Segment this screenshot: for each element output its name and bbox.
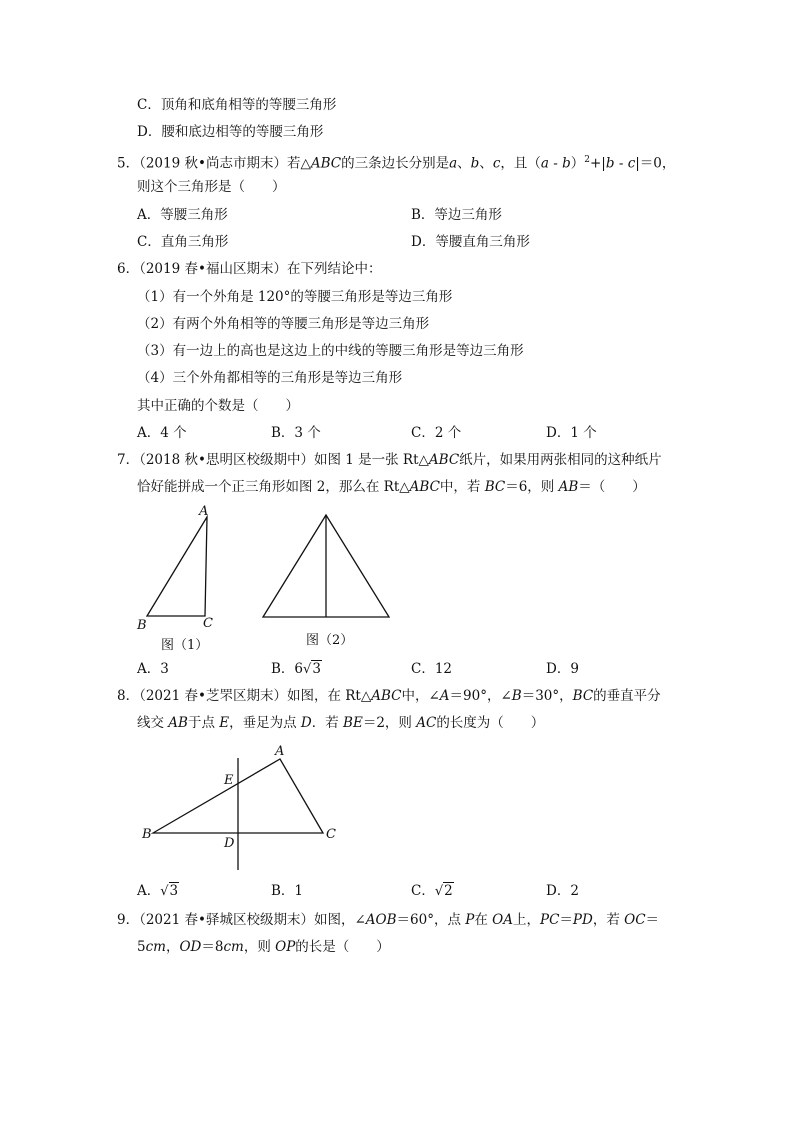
q5-option-c: C．直角三角形: [137, 234, 229, 250]
q8-option-b: B．1: [271, 883, 304, 899]
q8-triangle: [153, 759, 323, 833]
q8-stem-line1: 8．（2021 春•芝罘区期末）如图，在 Rt△ABC中，∠A＝90°，∠B＝30°，BC的垂直平分: [117, 688, 661, 704]
q7-stem-line1: 7．（2018 秋•思明区校级期中）如图 1 是一张 Rt△ABC纸片，如果用两张相同的这种纸片: [117, 452, 662, 468]
q6-question: 其中正确的个数是（ ）: [137, 398, 299, 414]
q8-option-c: C．√2: [411, 883, 453, 899]
q7-fig2-caption: 图（2）: [306, 633, 354, 648]
q8-label-c: C: [326, 827, 336, 842]
q7-fig1-label-a: A: [199, 504, 209, 519]
q7-option-c: C．12: [411, 661, 453, 677]
q7-option-d: D．9: [546, 661, 579, 677]
q6-option-c: C．2 个: [411, 425, 462, 441]
q6-option-a: A．4 个: [137, 425, 187, 441]
q6-statement-2: （2）有两个外角相等的等腰三角形是等边三角形: [137, 316, 430, 332]
q5-stem-line1: 5．（2019 秋•尚志市期末）若△ABC的三条边长分别是a、b、c，且（a - b）$^2$+|b - c|＝0，: [117, 155, 676, 172]
q8-stem-line2: 线交 AB于点 E，垂足为点 D．若 BE＝2，则 AC的长度为（ ）: [137, 715, 545, 731]
q6-statement-1: （1）有一个外角是 120°的等腰三角形是等边三角形: [137, 289, 453, 305]
q8-option-a: A．√3: [137, 883, 179, 899]
q8-option-d: D．2: [546, 883, 579, 899]
q5-option-d: D．等腰直角三角形: [411, 234, 530, 250]
q8-label-a: A: [275, 744, 285, 759]
q7-fig1-label-c: C: [203, 616, 213, 631]
q6-option-d: D．1 个: [546, 425, 597, 441]
q6-stem: 6．（2019 春•福山区期末）在下列结论中：: [117, 261, 382, 277]
q7-option-a: A．3: [137, 661, 169, 677]
q5-option-b: B．等边三角形: [411, 207, 502, 223]
q6-option-b: B．3 个: [271, 425, 321, 441]
q5-stem-line2: 则这个三角形是（ ）: [137, 179, 286, 195]
q7-fig2-triangle: [263, 515, 389, 617]
q7-fig1-caption: 图（1）: [161, 638, 209, 653]
q4-option-d: D．腰和底边相等的等腰三角形: [137, 124, 324, 140]
q7-fig1-triangle: [147, 517, 207, 616]
q6-statement-3: （3）有一边上的高也是这边上的中线的等腰三角形是等边三角形: [137, 343, 524, 359]
q7-option-b: B．6√3: [271, 661, 321, 677]
q4-option-c: C．顶角和底角相等的等腰三角形: [137, 97, 337, 113]
q8-label-e: E: [224, 773, 234, 788]
q9-stem-line2: 5cm，OD＝8cm，则 OP的长是（ ）: [137, 939, 390, 955]
q7-stem-line2: 恰好能拼成一个正三角形如图 2，那么在 Rt△ABC中，若 BC＝6，则 AB＝（ ）: [137, 479, 646, 495]
q8-label-d: D: [224, 836, 235, 851]
q7-fig1-label-b: B: [137, 618, 147, 633]
q9-stem-line1: 9．（2021 春•驿城区校级期末）如图，∠AOB＝60°，点 P在 OA上，PC＝PD，若 OC＝: [117, 912, 660, 928]
q8-label-b: B: [142, 827, 152, 842]
q6-statement-4: （4）三个外角都相等的三角形是等边三角形: [137, 370, 403, 386]
q5-option-a: A．等腰三角形: [137, 207, 228, 223]
